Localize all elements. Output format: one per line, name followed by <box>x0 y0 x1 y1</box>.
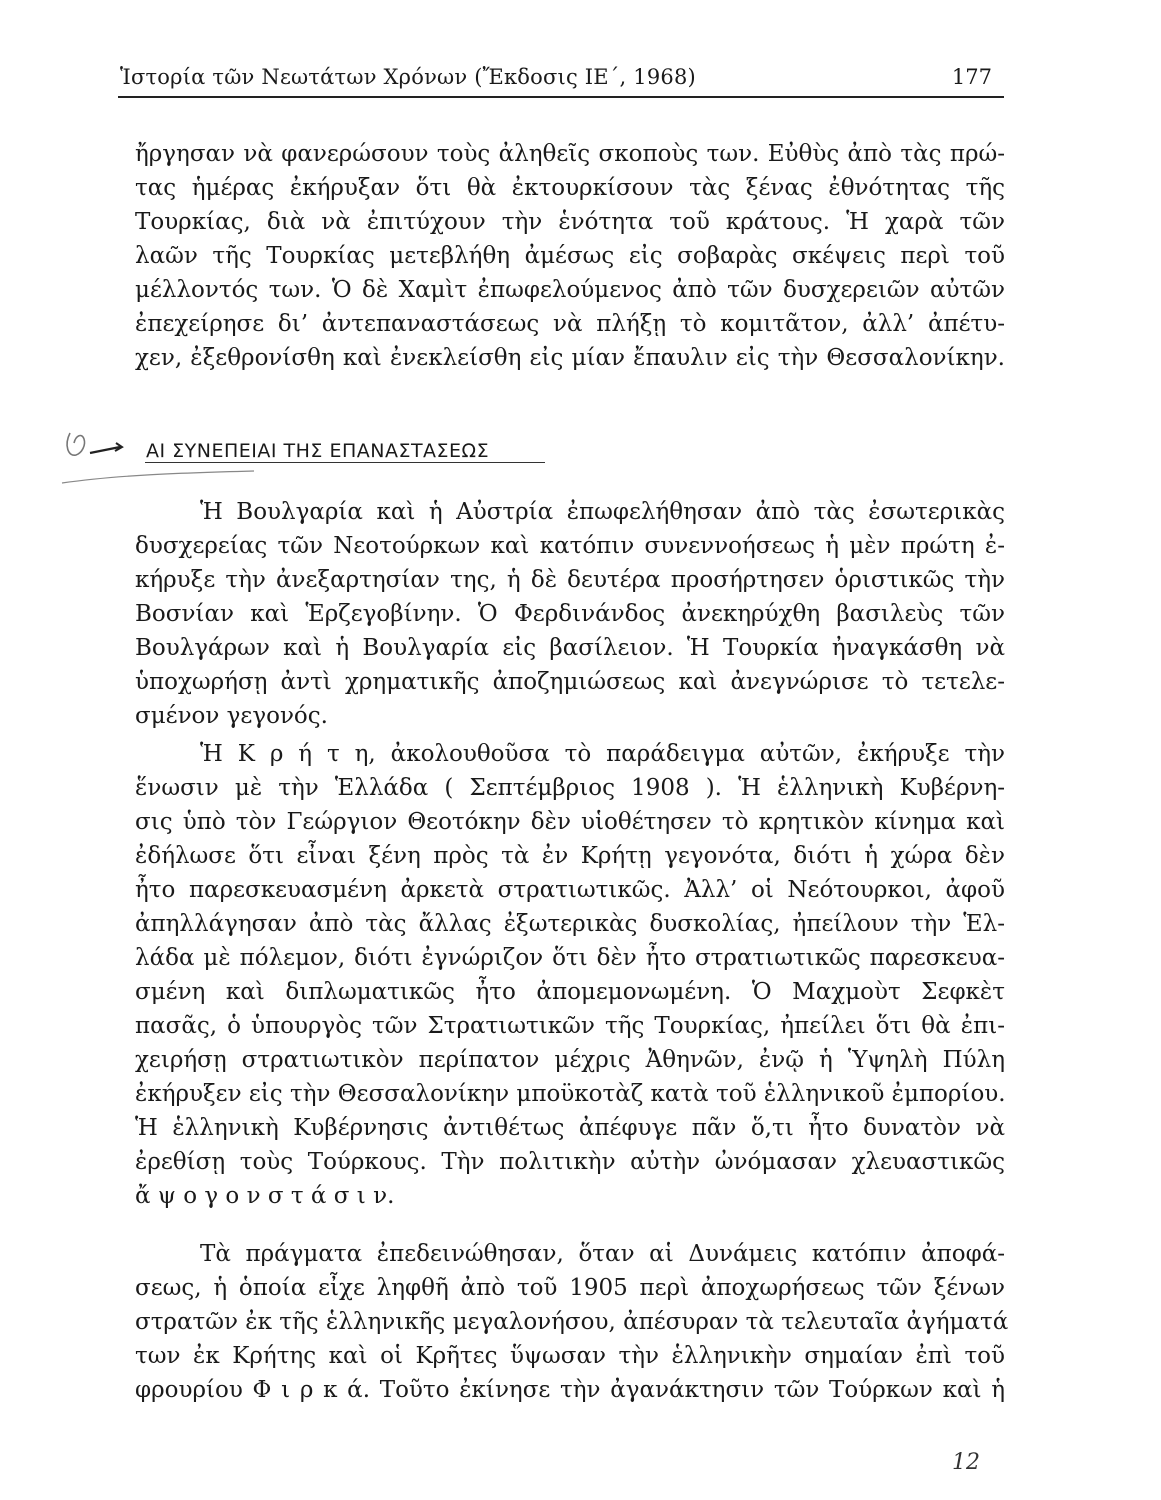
running-header <box>120 62 1004 92</box>
text-line: χεν, ἐξεθρονίσθη καὶ ἐνεκλείσθη εἰς μίαν ἔπαυλιν εἰς τὴν Θεσσαλονίκην. <box>135 345 1005 371</box>
text-line: Βοσνίαν καὶ Ἑρζεγοβίνην. Ὁ Φερδινάνδος ἀνεκηρύχθη βασιλεὺς τῶν <box>135 601 1005 627</box>
text-line: Τὰ πράγματα ἐπεδεινώθησαν, ὅταν αἱ Δυνάμεις κατόπιν ἀποφά- <box>200 1241 1005 1267</box>
text-line: στρατῶν ἐκ τῆς ἑλληνικῆς μεγαλονήσου, ἀπέσυραν τὰ τελευταῖα ἀγήματά <box>135 1309 1009 1335</box>
text-line: Τουρκίας, διὰ νὰ ἐπιτύχουν τὴν ἑνότητα τοῦ κράτους. Ἡ χαρὰ τῶν <box>135 209 1005 235</box>
book-title: Ἱστορία τῶν Νεωτάτων Χρόνων (Ἔκδοσις ΙΕ΄, 1968) <box>120 65 696 89</box>
text-line: ἦτο παρεσκευασμένη ἀρκετὰ στρατιωτικῶς. Ἀλλ’ οἱ Νεότουρκοι, ἀφοῦ <box>135 877 1005 903</box>
text-line: ἐπεχείρησε δι’ ἀντεπαναστάσεως νὰ πλήξῃ τὸ κομιτᾶτον, ἀλλ’ ἀπέτυ- <box>135 311 1005 337</box>
page-number: 177 <box>951 65 992 89</box>
text-line: δυσχερείας τῶν Νεοτούρκων καὶ κατόπιν συνεννοήσεως ἡ μὲν πρώτη ἐ- <box>135 533 1005 559</box>
text-line: λαῶν τῆς Τουρκίας μετεβλήθη ἀμέσως εἰς σοβαρὰς σκέψεις περὶ τοῦ <box>135 243 1005 269</box>
text-line: Ἡ Κ ρ ή τ η, ἀκολουθοῦσα τὸ παράδειγμα αὐτῶν, ἐκήρυξε τὴν <box>200 741 1005 767</box>
section-heading: ΑΙ ΣΥΝΕΠΕΙΑΙ ΤΗΣ ΕΠΑΝΑΣΤΑΣΕΩΣ <box>146 440 490 462</box>
text-line: σις ὑπὸ τὸν Γεώργιον Θεοτόκην δὲν υἱοθέτησεν τὸ κρητικὸν κίνημα καὶ <box>135 809 1005 835</box>
text-line: Ἡ ἑλληνικὴ Κυβέρνησις ἀντιθέτως ἀπέφυγε πᾶν ὅ,τι ἦτο δυνατὸν νὰ <box>135 1115 1005 1141</box>
text-line: σμένον γεγονός. <box>135 703 328 729</box>
signature-number: 12 <box>952 1450 980 1475</box>
text-line: ὑποχωρήσῃ ἀντὶ χρηματικῆς ἀποζημιώσεως καὶ ἀνεγνώρισε τὸ τετελε- <box>135 669 1005 695</box>
text-line: ἐρεθίσῃ τοὺς Τούρκους. Τὴν πολιτικὴν αὐτὴν ὠνόμασαν χλευαστικῶς <box>135 1149 1005 1175</box>
text-line: των ἐκ Κρήτης καὶ οἱ Κρῆτες ὕψωσαν τὴν ἑλληνικὴν σημαίαν ἐπὶ τοῦ <box>135 1343 1005 1369</box>
text-line: λάδα μὲ πόλεμον, διότι ἐγνώριζον ὅτι δὲν ἦτο στρατιωτικῶς παρεσκευα- <box>135 945 1005 971</box>
text-line: σεως, ἡ ὁποία εἶχε ληφθῆ ἀπὸ τοῦ 1905 περὶ ἀποχωρήσεως τῶν ξένων <box>135 1275 1005 1301</box>
text-line: ἐδήλωσε ὅτι εἶναι ξένη πρὸς τὰ ἐν Κρήτῃ γεγονότα, διότι ἡ χώρα δὲν <box>135 843 1005 869</box>
text-line: κήρυξε τὴν ἀνεξαρτησίαν της, ἡ δὲ δευτέρα προσήρτησεν ὁριστικῶς τὴν <box>135 567 1005 593</box>
text-line: μέλλοντός των. Ὁ δὲ Χαμὶτ ἐπωφελούμενος ἀπὸ τῶν δυσχερειῶν αὐτῶν <box>135 277 1005 303</box>
header-rule <box>118 96 1004 98</box>
text-line: ἕνωσιν μὲ τὴν Ἑλλάδα ( Σεπτέμβριος 1908 ). Ἡ ἑλληνικὴ Κυβέρνη- <box>135 775 1005 801</box>
text-line: φρουρίου Φ ι ρ κ ά. Τοῦτο ἐκίνησε τὴν ἀγανάκτησιν τῶν Τούρκων καὶ ἡ <box>135 1377 1005 1403</box>
text-line: ἀπηλλάγησαν ἀπὸ τὰς ἄλλας ἐξωτερικὰς δυσκολίας, ἠπείλουν τὴν Ἑλ- <box>135 911 1005 937</box>
text-line: σμένη καὶ διπλωματικῶς ἦτο ἀπομεμονωμένη. Ὁ Μαχμοὺτ Σεφκὲτ <box>135 979 1005 1005</box>
text-line: πασᾶς, ὁ ὑπουργὸς τῶν Στρατιωτικῶν τῆς Τουρκίας, ἠπείλει ὅτι θὰ ἐπι- <box>135 1013 1005 1039</box>
text-line: Βουλγάρων καὶ ἡ Βουλγαρία εἰς βασίλειον. Ἡ Τουρκία ἠναγκάσθη νὰ <box>135 635 1005 661</box>
heading-underline <box>145 462 545 463</box>
text-line: ἐκήρυξεν εἰς τὴν Θεσσαλονίκην μποϋκοτὰζ κατὰ τοῦ ἑλληνικοῦ ἐμπορίου. <box>135 1081 1006 1107</box>
text-line: Ἡ Βουλγαρία καὶ ἡ Αὐστρία ἐπωφελήθησαν ἀπὸ τὰς ἐσωτερικὰς <box>200 499 1005 525</box>
text-line: ἤργησαν νὰ φανερώσουν τοὺς ἀληθεῖς σκοποὺς των. Εὐθὺς ἀπὸ τὰς πρώ- <box>135 141 1005 167</box>
text-line: ἄ ψ ο γ ο ν σ τ ά σ ι ν. <box>135 1183 395 1209</box>
text-line: χειρήσῃ στρατιωτικὸν περίπατον μέχρις Ἀθηνῶν, ἐνῷ ἡ Ὑψηλὴ Πύλη <box>135 1047 1005 1073</box>
text-line: τας ἡμέρας ἐκήρυξαν ὅτι θὰ ἐκτουρκίσουν τὰς ξένας ἐθνότητας τῆς <box>135 175 1005 201</box>
